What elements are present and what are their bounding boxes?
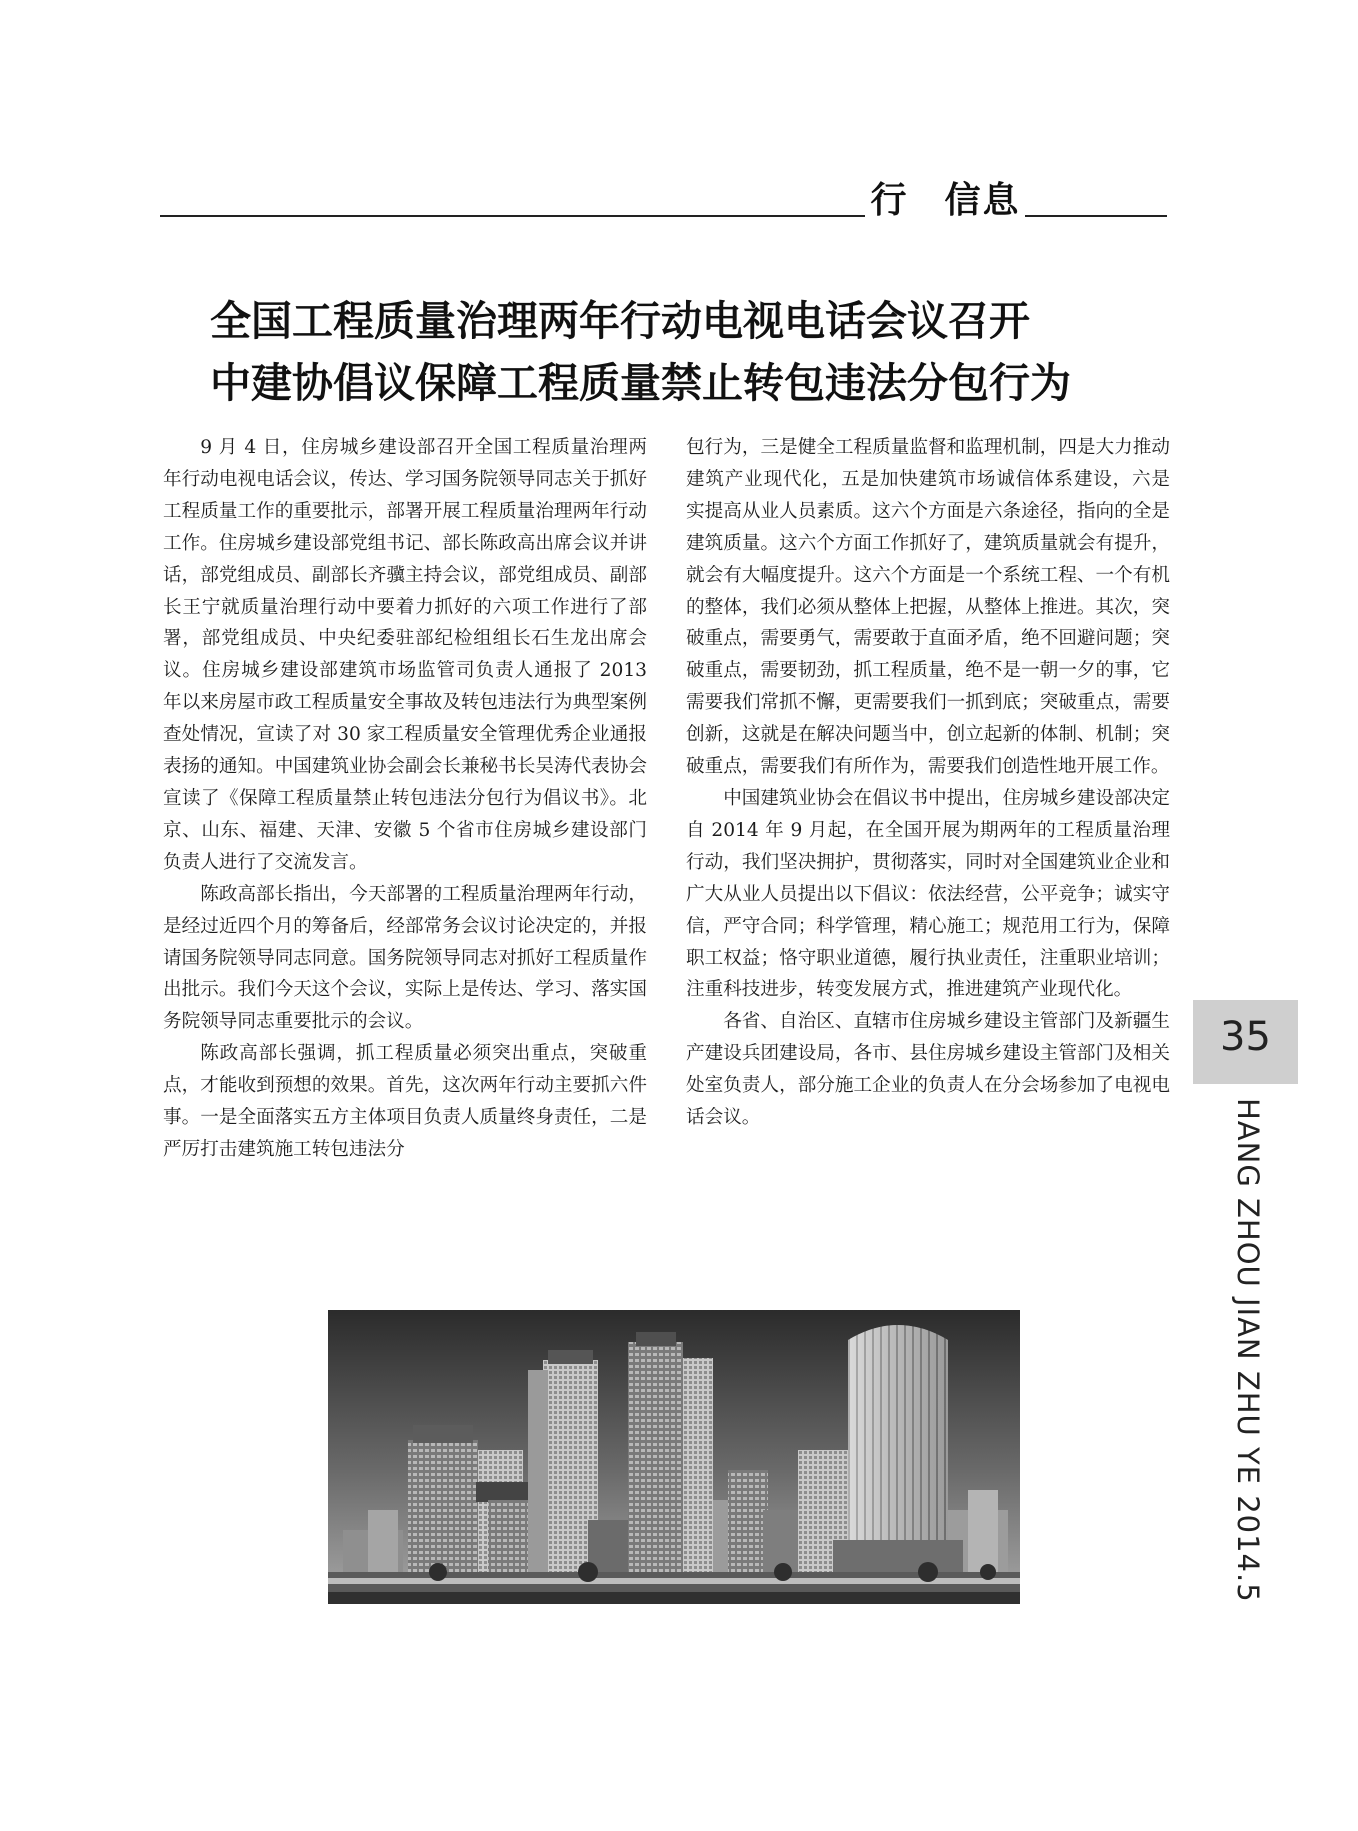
article-column-left (163, 432, 647, 1166)
paragraph-continuation: 包行为，三是健全工程质量监督和监理机制，四是大力推动建筑产业现代化，五是加快建筑市场诚信体系建设，六是 实提高从业人员素质。这六个方面是六条途径，指向的全是建筑质量。这六个方面工作抓好了，建筑质量就会有提升，就会有大幅度提升。这六个方面是一个系统工程、一个有机的整体，我们必须从整体上把握，从整体上推进。其次，突破重点，需要勇气，需要敢于直面矛盾，绝不回避问题；突破重点，需要韧劲，抓工程质量，绝不是一朝一夕的事，它需要我们常抓不懈，更需要我们一抓到底；突破重点，需要创新，这就是在解决问题当中，创立起新的体制、机制；突破重点，需要我们有所作为，需要我们创造性地开展工作。 (686, 437, 1189, 778)
title-line-2: 中建协倡议保障工程质量禁止转包违法分包行为 (210, 359, 1071, 407)
section-label-b: 信息 (944, 180, 1021, 221)
header-rule-right (1025, 215, 1167, 217)
journal-vertical-label: HANG ZHOU JIAN ZHU YE 2014.5 (1231, 1098, 1265, 1603)
paragraph: 中国建筑业协会在倡议书中提出，住房城乡建设部决定自 2014 年 9 月起，在全国开展为期两年的工程质量治理行动，我们坚决拥护，贯彻落实，同时对全国建筑业企业和广大从业人员提出以下倡议：依法经营，公平竞争；诚实守信，严守合同；科学管理，精心施工；规范用工行为，保障职工权益；恪守职业道德，履行执业责任，注重职业培训；注重科技进步，转变发展方式，推进建筑产业现代化。 (686, 787, 1170, 1001)
header-rule-left (160, 215, 865, 217)
section-label (868, 172, 1023, 223)
city-skyline-photo (328, 1310, 1020, 1604)
paragraph: 各省、自治区、直辖市住房城乡建设主管部门及新疆生产建设兵团建设局，各市、县住房城乡建设主管部门及相关处室负责人，部分施工企业的负责人在分会场参加了电视电话会议。 (686, 1011, 1170, 1129)
paragraph: 9 月 4 日，住房城乡建设部召开全国工程质量治理两年行动电视电话会议，传达、学习国务院领导同志关于抓好工程质量工作的重要批示，部署开展工程质量治理两年行动工作。住房城乡建设部党组书记、部长陈政高出席会议并讲话，部党组成员、副部长齐骥主持会议，部党组成员、副部长王宁就质量治理行动中要着力抓好的六项工作进行了部署，部党组成员、中央纪委驻部纪检组组长石生龙出席会议。住房城乡建设部建筑市场监管司负责人通报了 2013 年以来房屋市政工程质量安全事故及转包违法行为典型案例查处情况，宣读了对 30 家工程质量安全管理优秀企业通报表扬的通知。中国建筑业协会副会长兼秘书长吴涛代表协会宣读了《保障工程质量禁止转包违法分包行为倡议书》。北京、山东、福建、天津、安徽 5 个省市住房城乡建设部门负责人进行了交流发言。 (163, 437, 647, 873)
article-title (210, 290, 1170, 414)
page-number: 35 (1220, 1014, 1271, 1060)
paragraph: 陈政高部长强调，抓工程质量必须突出重点，突破重点，才能收到预想的效果。首先，这次两年行动主要抓六件事。一是全面落实五方主体项目负责人质量终身责任，二是严厉打击建筑施工转包违法分 (163, 1043, 647, 1160)
paragraph: 陈政高部长指出，今天部署的工程质量治理两年行动，是经过近四个月的筹备后，经部常务会议讨论决定的，并报请国务院领导同志同意。国务院领导同志对抓好工程质量作出批示。我们今天这个会议，实际上是传达、学习、落实国务院领导同志重要批示的会议。 (163, 883, 647, 1033)
page-number-tab (1193, 1000, 1298, 1084)
section-label-a: 行 (870, 180, 909, 221)
title-line-1: 全国工程质量治理两年行动电视电话会议召开 (210, 297, 1030, 345)
article-column-right (686, 432, 1189, 1134)
